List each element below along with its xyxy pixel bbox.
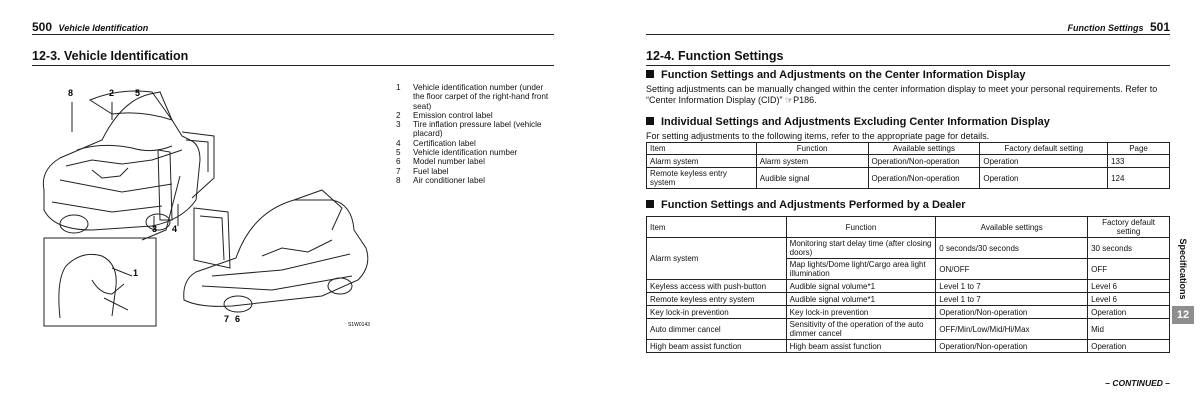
square-bullet-icon	[646, 70, 654, 78]
table-row: High beam assist function High beam assist function Operation/Non-operation Operation	[647, 340, 1170, 353]
vehicle-label-figure	[32, 80, 380, 332]
right-section-title: 12-4. Function Settings	[646, 49, 784, 63]
right-title-rule	[646, 65, 1170, 66]
left-header	[32, 20, 148, 34]
legend-item: 5 Vehicle identification number	[396, 148, 518, 158]
table-row: Remote keyless entry system Audible signal volume*1 Level 1 to 7 Level 6	[647, 293, 1170, 306]
square-bullet-icon	[646, 117, 654, 125]
legend-item: 7 Fuel label	[396, 166, 449, 176]
callout-1: 1	[133, 268, 139, 278]
table-header: Factory default setting	[980, 143, 1108, 155]
sub3-title: Function Settings and Adjustments Performed by a Dealer	[661, 199, 966, 211]
side-tab-label: Specifications	[1178, 238, 1188, 300]
legend-item: 2 Emission control label	[396, 110, 493, 120]
sub2-text: For setting adjustments to the following items, refer to the appropriate page for details.	[646, 131, 990, 141]
table-header-row	[647, 217, 1170, 238]
right-header-title: Function Settings	[1067, 23, 1144, 33]
legend-item: 8 Air conditioner label	[396, 175, 485, 185]
callout-8: 8	[68, 88, 74, 98]
right-page	[614, 0, 1200, 402]
sub1-text: Setting adjustments can be manually changed within the center information display to meet your personal requirements. Refer to “Center Information Display (CID)” ☞P186.	[646, 84, 1158, 105]
table-header: Page	[1108, 143, 1170, 155]
callout-2: 2	[109, 88, 115, 98]
callout-legend	[396, 83, 556, 185]
legend-item: 4 Certification label	[396, 138, 476, 148]
dealer-settings-table	[646, 216, 1170, 353]
left-section-title: 12-3. Vehicle Identification	[32, 49, 189, 63]
table-header: Available settings	[936, 217, 1088, 238]
specifications-side-tab	[1172, 236, 1194, 304]
table-header: Function	[756, 143, 868, 155]
sub2-heading	[646, 116, 1050, 128]
left-page-number: 500	[32, 20, 53, 34]
sub1-title: Function Settings and Adjustments on the Center Information Display	[661, 69, 1026, 81]
left-page	[0, 0, 568, 402]
table-header: Factory default setting	[1088, 217, 1170, 238]
sub3-heading	[646, 199, 966, 211]
table-row: Keyless access with push-button Audible signal volume*1 Level 1 to 7 Level 6	[647, 280, 1170, 293]
table-header-row	[647, 143, 1170, 155]
left-header-rule	[32, 34, 554, 35]
sub1-heading	[646, 69, 1025, 81]
legend-item: 1 Vehicle identification number (under the floor carpet of the right-hand front seat)	[396, 83, 549, 111]
table-row: Auto dimmer cancel Sensitivity of the operation of the auto dimmer cancel OFF/Min/Low/Mid/Hi/Max Mid	[647, 319, 1170, 340]
square-bullet-icon	[646, 200, 654, 208]
settings-table	[646, 142, 1170, 189]
callout-3: 3	[152, 224, 158, 234]
table-header: Item	[647, 143, 757, 155]
table-header: Function	[786, 217, 936, 238]
left-header-title: Vehicle Identification	[58, 23, 149, 33]
legend-item: 6 Model number label	[396, 157, 485, 167]
table-row: Remote keyless entry system Audible signal Operation/Non-operation Operation 124	[647, 168, 1170, 189]
callout-7: 7	[224, 314, 230, 324]
table-row: Key lock-in prevention Key lock-in prevention Operation/Non-operation Operation	[647, 306, 1170, 319]
right-page-number: 501	[1149, 20, 1170, 34]
left-title-rule	[32, 65, 554, 66]
sub2-title: Individual Settings and Adjustments Excluding Center Information Display	[661, 116, 1050, 128]
figure-code: S1W0143	[348, 322, 370, 328]
callout-5: 5	[135, 88, 141, 98]
table-row: Map lights/Dome light/Cargo area light illumination ON/OFF OFF	[647, 259, 1170, 280]
table-row: Alarm system Alarm system Operation/Non-operation Operation 133	[647, 155, 1170, 168]
continued-label: – CONTINUED –	[1105, 378, 1170, 388]
table-header: Item	[647, 217, 787, 238]
callout-4: 4	[172, 224, 178, 234]
legend-item: 3 Tire inflation pressure label (vehicle placard)	[396, 120, 542, 139]
right-header-rule	[646, 34, 1170, 35]
chapter-number-tab: 12	[1172, 306, 1194, 324]
table-row: Alarm system Monitoring start delay time (after closing doors) 0 seconds/30 seconds 30 seconds	[647, 238, 1170, 259]
callout-6: 6	[235, 314, 241, 324]
table-header: Available settings	[868, 143, 980, 155]
right-header	[1067, 20, 1170, 34]
